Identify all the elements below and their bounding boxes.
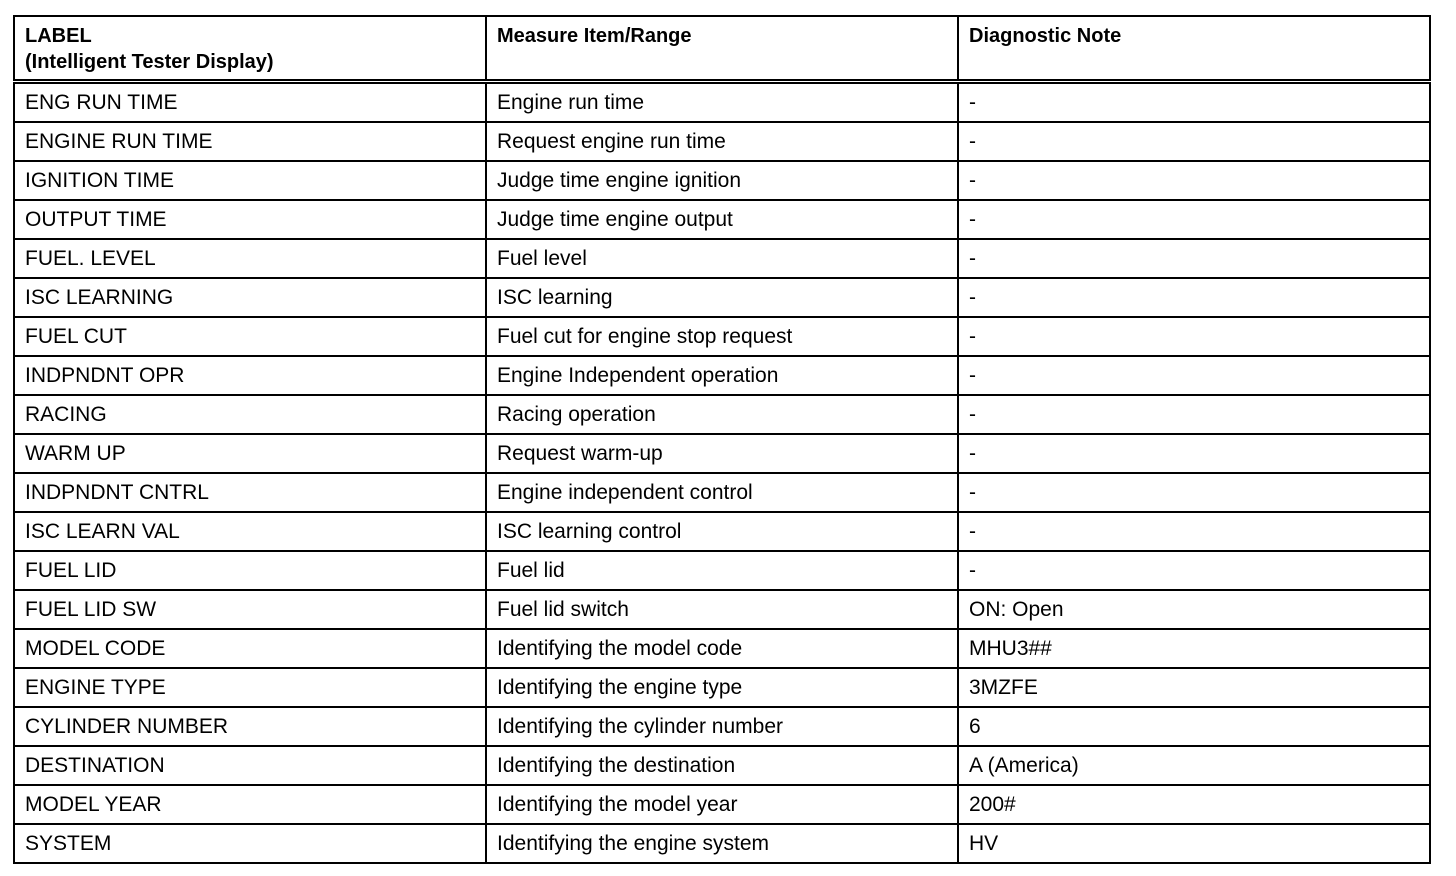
- cell-label: ENGINE RUN TIME: [14, 122, 486, 161]
- cell-label: INDPNDNT OPR: [14, 356, 486, 395]
- cell-note: -: [958, 356, 1430, 395]
- cell-note: 3MZFE: [958, 668, 1430, 707]
- table-row: [14, 317, 1430, 356]
- cell-measure: Request warm-up: [486, 434, 958, 473]
- cell-label: SYSTEM: [14, 824, 486, 863]
- header-note: Diagnostic Note: [958, 16, 1430, 82]
- cell-note: HV: [958, 824, 1430, 863]
- table-row: [14, 590, 1430, 629]
- cell-measure: Identifying the model year: [486, 785, 958, 824]
- table-row: [14, 473, 1430, 512]
- cell-label: ENGINE TYPE: [14, 668, 486, 707]
- cell-note: -: [958, 512, 1430, 551]
- cell-label: ISC LEARN VAL: [14, 512, 486, 551]
- cell-note: ON: Open: [958, 590, 1430, 629]
- cell-label: FUEL LID: [14, 551, 486, 590]
- table-row: [14, 278, 1430, 317]
- cell-measure: Identifying the cylinder number: [486, 707, 958, 746]
- cell-label: WARM UP: [14, 434, 486, 473]
- cell-measure: Engine Independent operation: [486, 356, 958, 395]
- cell-note: 200#: [958, 785, 1430, 824]
- cell-label: FUEL CUT: [14, 317, 486, 356]
- cell-measure: Fuel level: [486, 239, 958, 278]
- cell-note: A (America): [958, 746, 1430, 785]
- cell-note: -: [958, 122, 1430, 161]
- table-row: [14, 668, 1430, 707]
- diagnostic-table-container: [13, 15, 1429, 864]
- header-label-title: LABEL: [25, 25, 92, 47]
- cell-label: ENG RUN TIME: [14, 82, 486, 123]
- header-label-subtitle: (Intelligent Tester Display): [25, 51, 274, 73]
- cell-measure: Fuel cut for engine stop request: [486, 317, 958, 356]
- table-row: [14, 122, 1430, 161]
- cell-note: -: [958, 239, 1430, 278]
- cell-measure: Engine independent control: [486, 473, 958, 512]
- cell-measure: Judge time engine output: [486, 200, 958, 239]
- header-measure: Measure Item/Range: [486, 16, 958, 82]
- cell-label: OUTPUT TIME: [14, 200, 486, 239]
- table-row: [14, 161, 1430, 200]
- table-row: [14, 824, 1430, 863]
- cell-measure: Judge time engine ignition: [486, 161, 958, 200]
- cell-measure: Engine run time: [486, 82, 958, 123]
- table-row: [14, 82, 1430, 123]
- cell-note: -: [958, 161, 1430, 200]
- cell-label: RACING: [14, 395, 486, 434]
- cell-measure: Identifying the model code: [486, 629, 958, 668]
- cell-label: FUEL. LEVEL: [14, 239, 486, 278]
- table-row: [14, 239, 1430, 278]
- cell-label: INDPNDNT CNTRL: [14, 473, 486, 512]
- cell-measure: Request engine run time: [486, 122, 958, 161]
- table-row: [14, 356, 1430, 395]
- cell-measure: Identifying the engine type: [486, 668, 958, 707]
- cell-note: -: [958, 473, 1430, 512]
- cell-note: -: [958, 317, 1430, 356]
- header-label: [14, 16, 486, 82]
- table-row: [14, 707, 1430, 746]
- table-row: [14, 434, 1430, 473]
- table-row: [14, 512, 1430, 551]
- cell-measure: ISC learning control: [486, 512, 958, 551]
- cell-note: -: [958, 200, 1430, 239]
- cell-measure: Fuel lid switch: [486, 590, 958, 629]
- table-row: [14, 200, 1430, 239]
- cell-label: DESTINATION: [14, 746, 486, 785]
- cell-measure: Racing operation: [486, 395, 958, 434]
- cell-note: MHU3##: [958, 629, 1430, 668]
- table-row: [14, 551, 1430, 590]
- diagnostic-data-table: [13, 15, 1431, 864]
- cell-note: -: [958, 395, 1430, 434]
- cell-note: -: [958, 278, 1430, 317]
- cell-note: -: [958, 82, 1430, 123]
- cell-measure: Identifying the destination: [486, 746, 958, 785]
- cell-label: MODEL CODE: [14, 629, 486, 668]
- table-row: [14, 395, 1430, 434]
- cell-measure: ISC learning: [486, 278, 958, 317]
- cell-label: IGNITION TIME: [14, 161, 486, 200]
- cell-note: -: [958, 434, 1430, 473]
- table-row: [14, 746, 1430, 785]
- cell-note: 6: [958, 707, 1430, 746]
- table-header-row: [14, 16, 1430, 82]
- table-row: [14, 785, 1430, 824]
- cell-note: -: [958, 551, 1430, 590]
- cell-measure: Identifying the engine system: [486, 824, 958, 863]
- cell-label: MODEL YEAR: [14, 785, 486, 824]
- cell-label: FUEL LID SW: [14, 590, 486, 629]
- table-row: [14, 629, 1430, 668]
- cell-label: CYLINDER NUMBER: [14, 707, 486, 746]
- cell-measure: Fuel lid: [486, 551, 958, 590]
- cell-label: ISC LEARNING: [14, 278, 486, 317]
